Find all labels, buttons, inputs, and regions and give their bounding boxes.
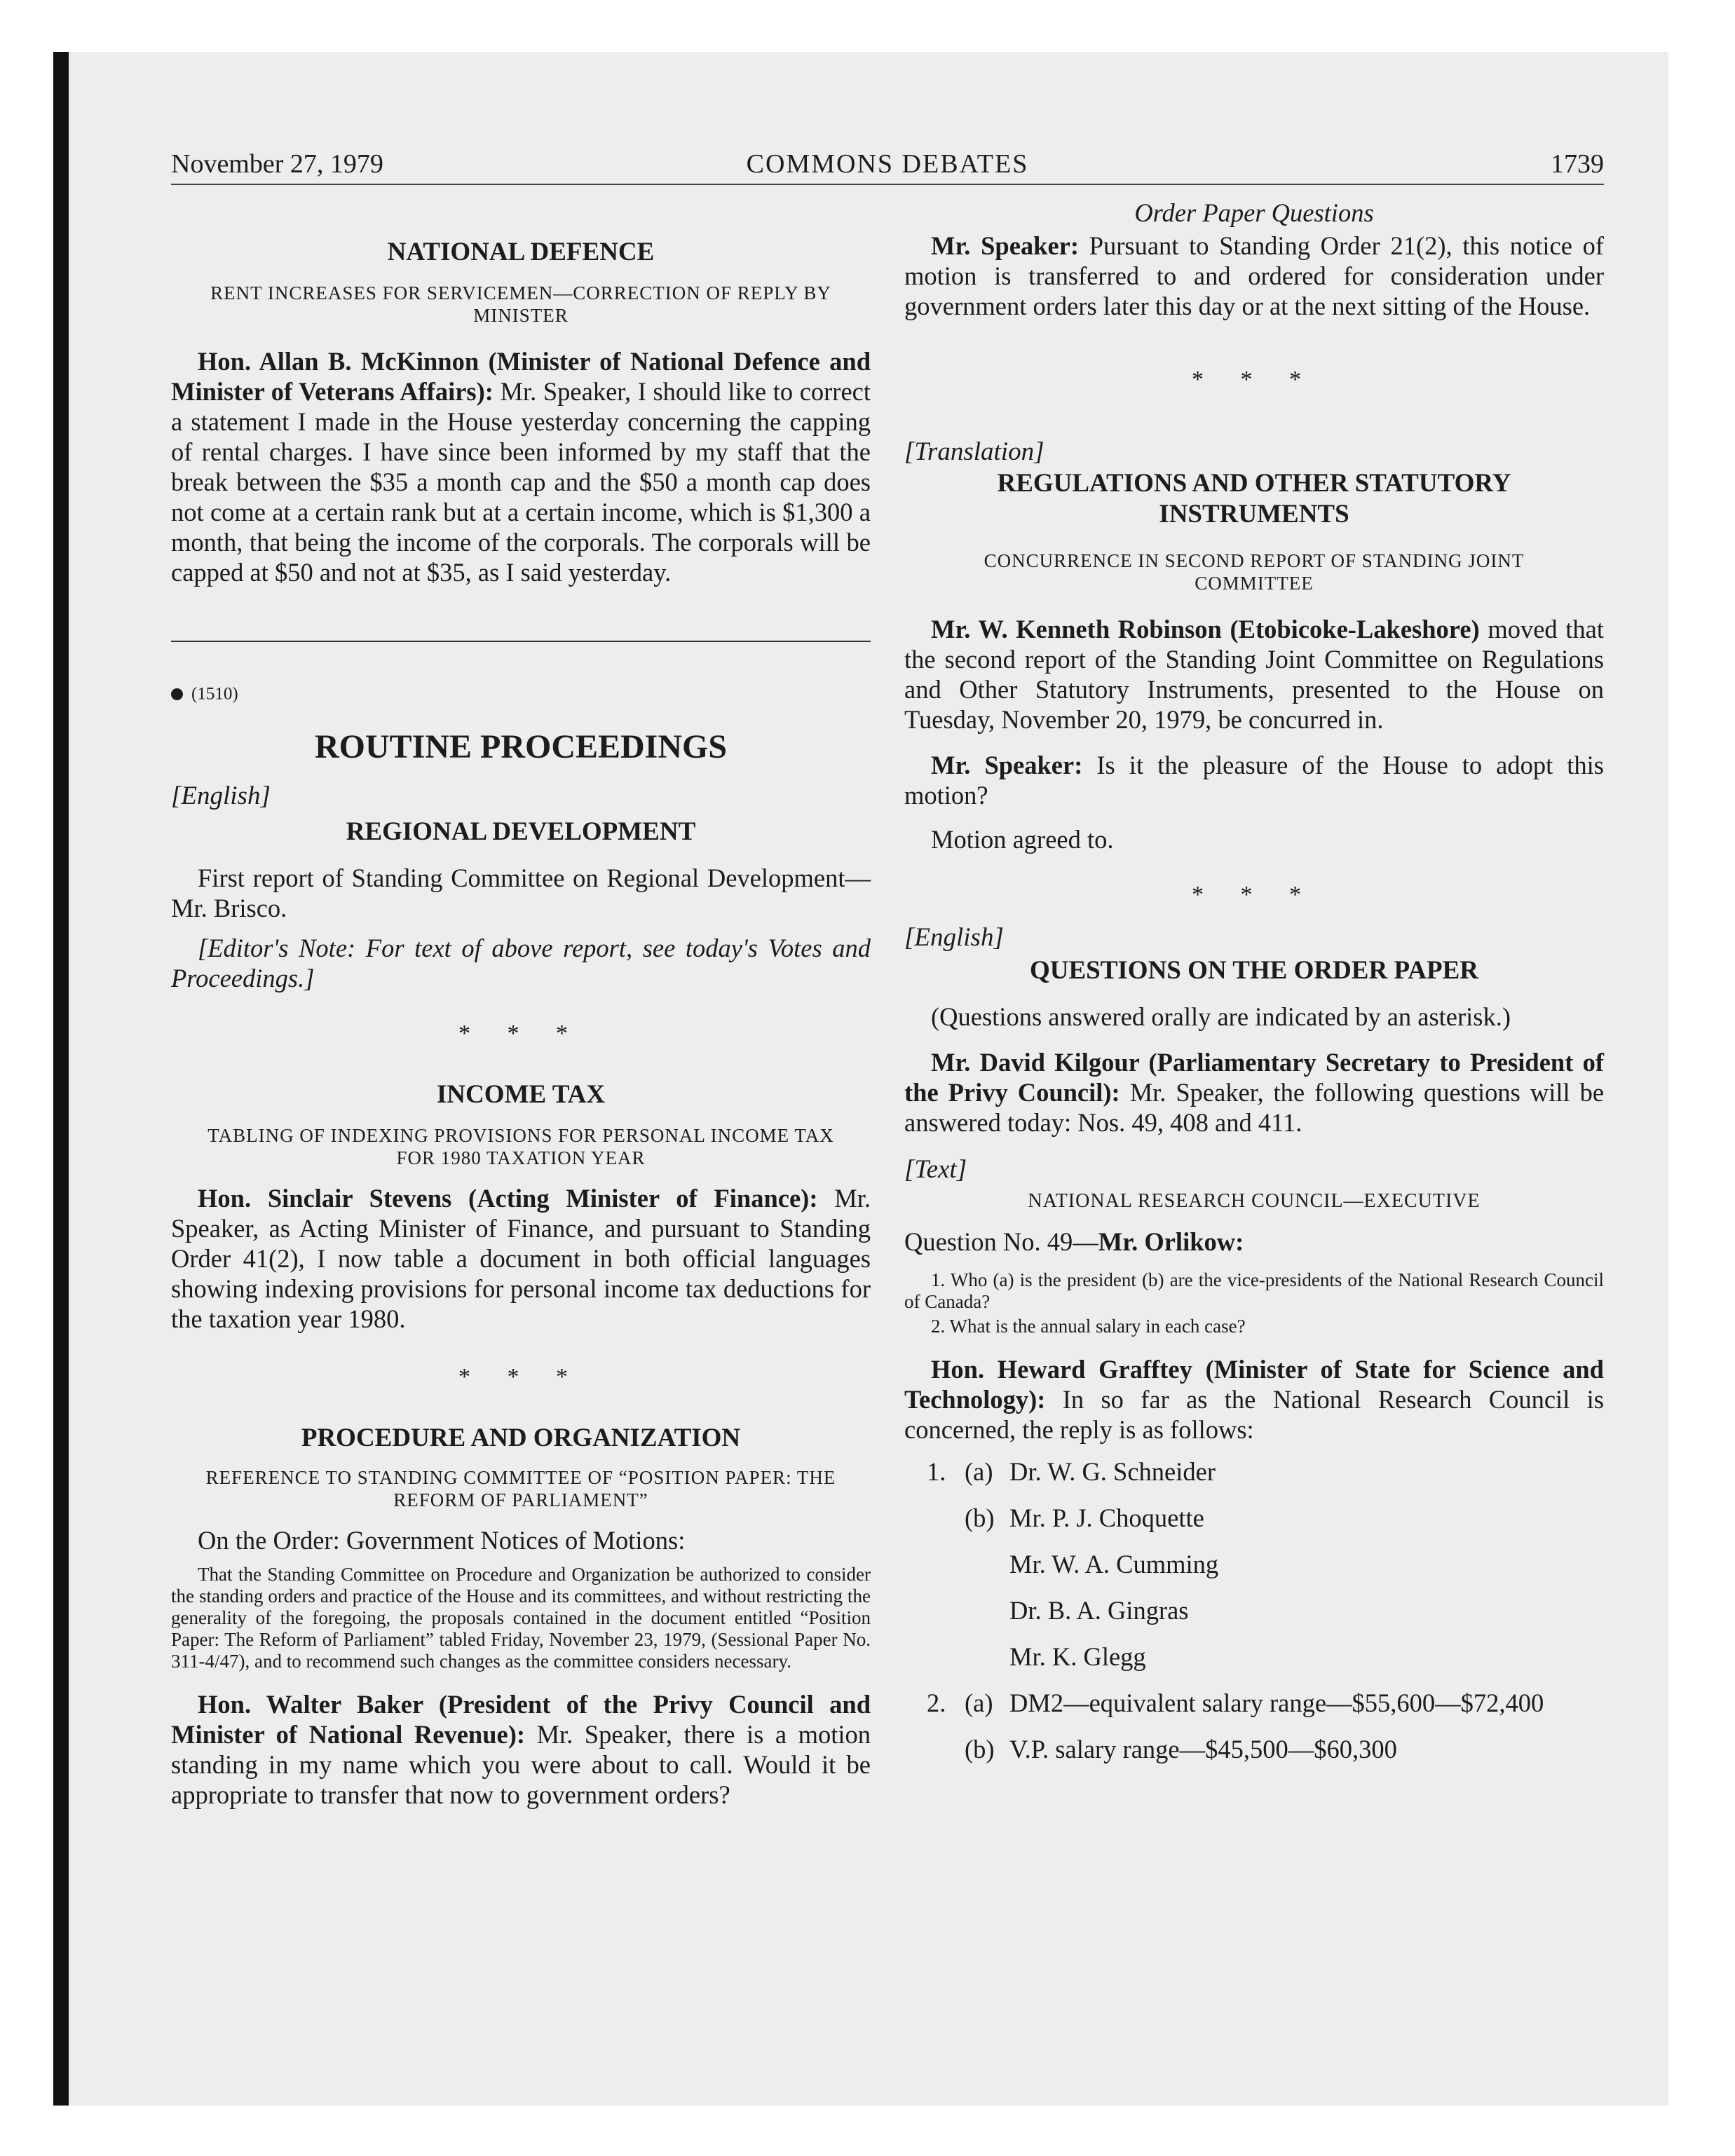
reply-item [904,1634,1604,1680]
speech-text: Mr. Speaker, there is a motion standing in my name which you were about to call. Would it be appropriate to transfer that now to government orders? [171,1719,871,1809]
reply-item [904,1449,1604,1495]
reply-letter: (a) [965,1688,993,1717]
paragraph-grafftey [904,1354,1604,1445]
editors-note: [Editor's Note: For text of above report, see today's Votes and Proceedings.] [171,933,871,992]
section-heading-income-tax: INCOME TAX [436,1079,606,1109]
paragraph-stevens [171,1183,871,1334]
time-marker: (1510) [171,677,871,709]
reply-item [904,1588,1604,1634]
section-separator-stars: * * * [1192,882,1316,908]
speech-text: Mr. Speaker, the following questions will be answered today: Nos. 49, 408 and 411. [904,1078,1605,1137]
paragraph-robinson [904,614,1604,735]
section-heading-regulations: REGULATIONS AND OTHER STATUTORY INSTRUMENTS [997,469,1511,528]
speech-text: moved that the second report of the Standing Joint Committee on Regulations and Other Statutory Instruments, presented to the House on Tuesday, November 20, 1979, be concurred in. [904,615,1605,734]
speech-text: Mr. Speaker, I should like to correct a statement I made in the House yesterday concerning the capping of rental charges. I have since been informed by my staff that the break between the $35 a month cap and the $50 a month cap does not come at a certain rank but at a certain income, which is $1,300 a month, that being the income of the corporals. The corporals will be capped at $50 and not at $35, as I said yesterday. [171,377,871,587]
reply-letter: (b) [965,1735,995,1763]
section-heading-procedure: PROCEDURE AND ORGANIZATION [301,1423,741,1452]
header-date: November 27, 1979 [171,149,383,179]
section-separator-stars: * * * [458,1020,583,1046]
section-divider [171,641,871,642]
reply-item [904,1495,1604,1541]
question-part-2: 2. What is the annual salary in each case? [931,1316,1246,1337]
section-heading-national-defence: NATIONAL DEFENCE [387,238,655,266]
question-member: Mr. Orlikow: [1098,1227,1244,1256]
paragraph-speaker-transfer [904,231,1604,321]
paragraph-baker [171,1689,871,1810]
reply-text: Dr. W. G. Schneider [1009,1457,1216,1486]
order-paper-heading: Order Paper Questions [1134,198,1374,227]
reply-letter: (b) [965,1503,995,1532]
reply-text: DM2—equivalent salary range—$55,600—$72,400 [1009,1688,1544,1717]
reply-text: Dr. B. A. Gingras [1009,1596,1189,1625]
motion-text: That the Standing Committee on Procedure and Organization be authorized to consider the standing orders and practice of the House and its committees, and without restricting the generality of the foregoing, the proposals contained in the document entitled “Position Paper: The Reform of Parliament” tabled Friday, November 23, 1979, (Sessional Paper No. 311-4/47), and to recommend such changes as the committee considers necessary. [171,1563,871,1672]
question-label: Question No. 49— [904,1227,1098,1256]
header-publication: COMMONS DEBATES [746,149,1029,179]
speaker-name: Mr. Speaker: [931,751,1083,779]
speech-text: In so far as the National Research Council is concerned, the reply is as follows: [904,1385,1604,1444]
running-header [171,149,1604,185]
reply-number: 2. [927,1688,946,1717]
paragraph-speaker-question [904,750,1604,810]
subheading-rent-increases: RENT INCREASES FOR SERVICEMEN—CORRECTION OF REPLY BY MINISTER [210,282,831,326]
language-tag-translation: [Translation] [904,437,1045,466]
speech-text: Is it the pleasure of the House to adopt this motion? [904,751,1604,810]
header-page-number: 1739 [1551,149,1604,179]
right-column [904,198,1604,1773]
language-tag-text: [Text] [904,1155,967,1184]
speaker-name: Hon. Sinclair Stevens (Acting Minister of Finance): [198,1183,818,1213]
section-separator-stars: * * * [1192,367,1316,393]
reply-item [904,1680,1604,1726]
routine-proceedings-heading: ROUTINE PROCEEDINGS [314,728,728,765]
speaker-name: Hon. Walter Baker (President of the Privy Council and Minister of National Revenue): [171,1689,871,1749]
language-tag-english: [English] [904,923,1004,952]
reply-item [904,1726,1604,1773]
reply-text: Mr. K. Glegg [1009,1642,1146,1671]
question-number-line [904,1227,1604,1257]
speaker-name: Hon. Allan B. McKinnon (Minister of National Defence and Minister of Veterans Affairs): [171,347,871,406]
speech-text: Mr. Speaker, as Acting Minister of Finance, and pursuant to Standing Order 41(2), I now table a document in both official languages showing indexing provisions for personal income tax deductions for the taxation year 1980. [171,1183,871,1333]
language-tag-english: [English] [171,781,271,810]
reply-text: V.P. salary range—$45,500—$60,300 [1009,1735,1397,1763]
scan-border-edge [53,52,69,2106]
reply-list [904,1449,1604,1773]
motion-result: Motion agreed to. [931,825,1114,854]
reply-number: 1. [927,1457,946,1486]
subheading-nrc-executive: NATIONAL RESEARCH COUNCIL—EXECUTIVE [1028,1190,1481,1212]
paragraph-kilgour [904,1047,1604,1138]
speaker-name: Mr. W. Kenneth Robinson (Etobicoke-Lakeshore) [931,615,1480,643]
section-heading-questions: QUESTIONS ON THE ORDER PAPER [1029,956,1479,985]
questions-note: (Questions answered orally are indicated by an asterisk.) [931,1002,1511,1031]
paragraph-regional-report: First report of Standing Committee on Regional Development—Mr. Brisco. [171,863,871,922]
speaker-name: Mr. David Kilgour (Parliamentary Secretary to President of the Privy Council): [904,1048,1604,1107]
section-heading-regional-development: REGIONAL DEVELOPMENT [346,817,696,846]
subheading-reform-of-parliament: REFERENCE TO STANDING COMMITTEE OF “POSITION PAPER: THE REFORM OF PARLIAMENT” [205,1466,836,1510]
subheading-indexing-provisions: TABLING OF INDEXING PROVISIONS FOR PERSONAL INCOME TAX FOR 1980 TAXATION YEAR [207,1124,834,1168]
subheading-concurrence: CONCURRENCE IN SECOND REPORT OF STANDING JOINT COMMITTEE [984,550,1525,594]
reply-text: Mr. P. J. Choquette [1009,1503,1204,1532]
speech-text: Pursuant to Standing Order 21(2), this notice of motion is transferred to and ordered for consideration under government orders later this day or at the next sitting of the House. [904,231,1604,320]
order-line: On the Order: Government Notices of Motions: [198,1525,686,1555]
bullet-dot-icon [171,688,183,700]
section-separator-stars: * * * [458,1363,583,1390]
reply-letter: (a) [965,1457,993,1486]
speaker-name: Hon. Heward Grafftey (Minister of State for Science and Technology): [904,1355,1604,1414]
reply-item [904,1541,1604,1588]
paragraph-mckinnon [171,346,871,587]
left-column [171,198,871,1810]
reply-text: Mr. W. A. Cumming [1009,1550,1219,1578]
speaker-name: Mr. Speaker: [931,231,1080,260]
question-part-1: 1. Who (a) is the president (b) are the vice-presidents of the National Research Council of Canada? [904,1269,1604,1312]
